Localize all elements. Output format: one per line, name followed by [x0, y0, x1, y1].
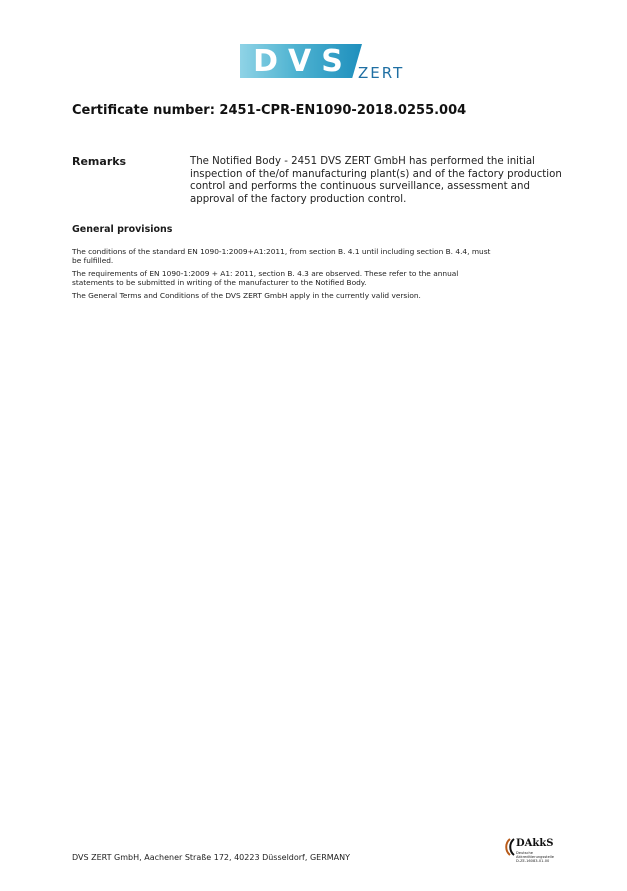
dakks-subtitle — [516, 851, 586, 864]
dvs-zert-logo — [240, 44, 410, 88]
footer-address: DVS ZERT GmbH, Aachener Straße 172, 40223 Düsseldorf, GERMANY — [72, 853, 351, 862]
general-provisions-body — [72, 247, 492, 304]
dakks-symbol-icon — [503, 838, 515, 856]
dakks-line: D-ZE-16083-01-00 — [516, 859, 550, 864]
provision-paragraph: The requirements of EN 1090-1:2009 + A1: 2011, section B. 4.3 are observed. These refer to the annual statements to be submitted in writing of the manufacturer to the Notified Body. — [72, 269, 459, 287]
dakks-accreditation-mark — [503, 838, 583, 866]
remarks-label: Remarks — [72, 155, 127, 168]
dakks-title: DAkkS — [516, 838, 554, 849]
logo-suffix: ZERT — [358, 64, 405, 82]
dakks-line: Akkreditierungsstelle — [516, 855, 555, 860]
provision-paragraph: The conditions of the standard EN 1090-1:2009+A1:2011, from section B. 4.1 until including section B. 4.4, must be fulfilled. — [72, 247, 491, 265]
certificate-number: Certificate number: 2451-CPR-EN1090-2018.0255.004 — [72, 103, 467, 118]
provision-paragraph: The General Terms and Conditions of the DVS ZERT GmbH apply in the currently valid version. — [72, 291, 421, 300]
dakks-line: Deutsche — [516, 851, 534, 855]
general-provisions-heading: General provisions — [72, 224, 173, 235]
logo-letters: DVS — [253, 44, 353, 79]
remarks-text: The Notified Body - 2451 DVS ZERT GmbH has performed the initial inspection of the/of manufacturing plant(s) and of the factory production control and performs the continuous surveillance, assessment and approval of the factory production control. — [190, 156, 562, 205]
